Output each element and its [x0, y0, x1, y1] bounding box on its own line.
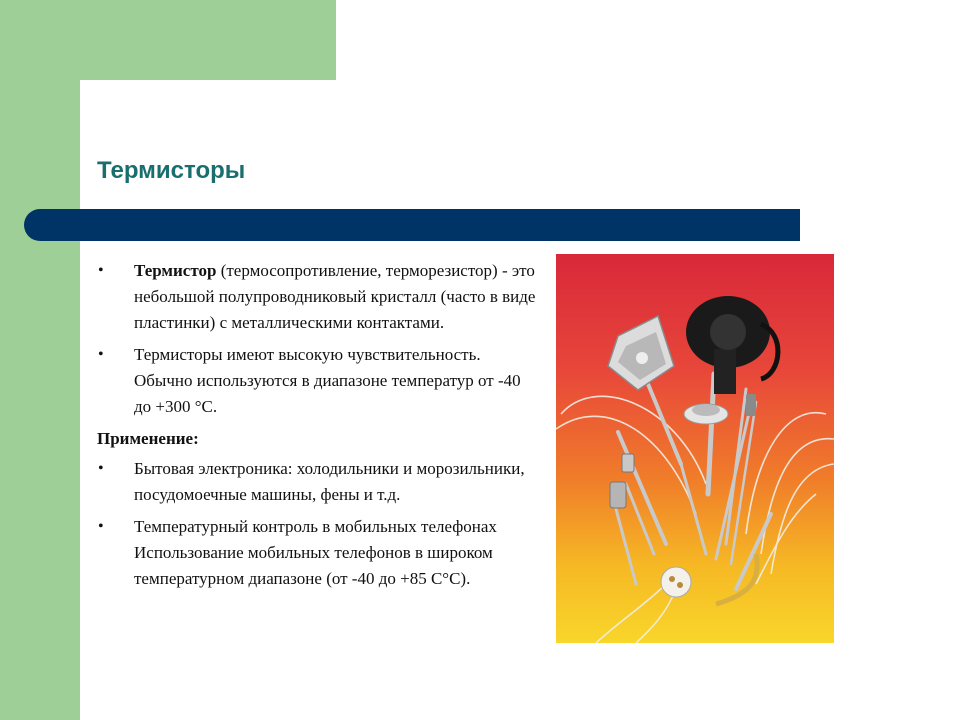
bullet-text: (термосопротивление, терморезистор) - это небольшой полупроводниковый кристалл (часто в виде пластинки) с металлическими контактами.: [134, 261, 536, 332]
green-top-band: [0, 0, 336, 80]
bullet-household-electronics: [97, 456, 537, 508]
slide-body: [97, 258, 537, 598]
bullet-dot-icon: •: [98, 262, 104, 279]
rounded-corner: [80, 80, 140, 140]
bullet-text: Термисторы имеют высокую чувствительность. Обычно используются в диапазоне температур от -40 до +300 °С.: [134, 345, 521, 416]
term-bold: Термистор: [134, 261, 217, 280]
bullet-text: Температурный контроль в мобильных телефонах Использование мобильных телефонов в широком температурном диапазоне (от -40 до +85 С°С).: [134, 517, 497, 588]
bullet-dot-icon: •: [98, 460, 104, 477]
bullet-mobile-phones: [97, 514, 537, 592]
green-side-band: [0, 0, 80, 720]
thermistor-sensors-photo: [556, 254, 834, 643]
thermistor-probes-illustration: [556, 254, 834, 643]
slide-title: Термисторы: [97, 157, 246, 184]
title-divider-bar: [24, 209, 800, 241]
bullet-dot-icon: •: [98, 346, 104, 363]
section-heading-application: Применение:: [97, 429, 199, 448]
bullet-dot-icon: •: [98, 518, 104, 535]
bullet-text: Бытовая электроника: холодильники и морозильники, посудомоечные машины, фены и т.д.: [134, 459, 525, 504]
bullet-sensitivity: [97, 342, 537, 420]
bullet-thermistor-definition: [97, 258, 537, 336]
